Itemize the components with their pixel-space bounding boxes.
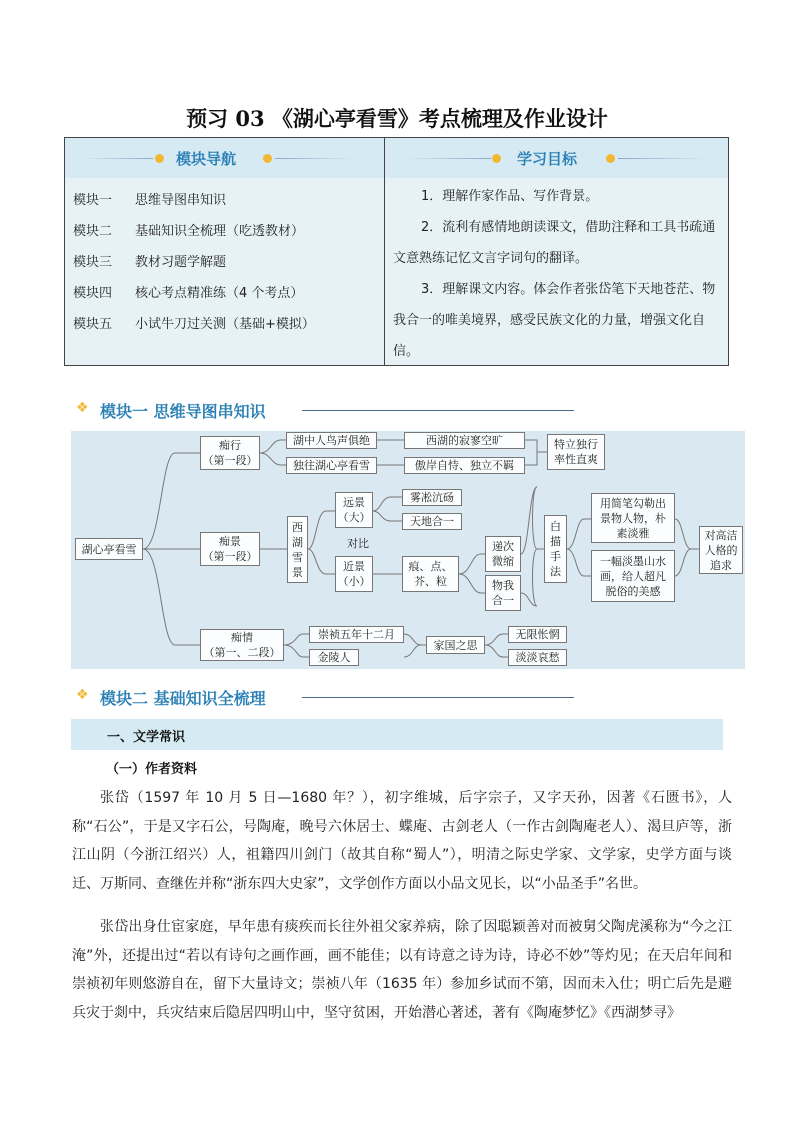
node: 独往湖心亭看雪 bbox=[286, 457, 377, 474]
node-chi-qing: 痴情 （第一、二段） bbox=[200, 629, 284, 661]
node: 用简笔勾勒出 景物人物，朴 素淡雅 bbox=[591, 493, 675, 543]
nav-item: 模块三 教材习题学解题 bbox=[73, 255, 227, 270]
dot-icon bbox=[263, 154, 272, 163]
section-line bbox=[302, 410, 574, 411]
table-divider bbox=[384, 138, 385, 365]
dot-icon bbox=[606, 154, 615, 163]
paragraph: 张岱出身仕宦家庭，早年患有痰疾而长往外祖父家养病，除了因聪颖善对而被舅父陶虎溪称为“今之江淹”外，还提出过“若以有诗句之画作画，画不能佳；以有诗意之诗为诗，诗必不妙”等灼见；在天启年间和崇祯初年则悠游自在，留下大量诗文；崇祯八年（1635 年）参加乡试而不第，因而未入仕；明亡后先是避兵灾于剡中，兵灾结束后隐居四明山中，坚守贫困，开始潜心著述，著有《陶庵梦忆》《西湖梦寻》 bbox=[72, 919, 732, 1021]
paragraph: 张岱（1597 年 10 月 5 日—1680 年？），初字维城，后字宗子，又字天孙，因著《石匮书》，人称“石公”，于是又字石公，号陶庵，晚号六休居士、蝶庵、古剑老人（一作古剑陶庵老人）、渴旦庐等，浙江山阴（今浙江绍兴）人，祖籍四川剑门（故其自称“蜀人”），明清之际史学家、文学家，史学方面与谈迁、万斯同、查继佐并称“浙东四大史家”，文学创作方面以小品文见长，以“小品圣手”名世。 bbox=[72, 790, 732, 892]
node: 金陵人 bbox=[309, 649, 359, 666]
dot-icon bbox=[155, 154, 164, 163]
header-line bbox=[83, 158, 153, 159]
node: 西 湖 雪 景 bbox=[287, 516, 308, 583]
nav-item: 模块一 思维导图串知识 bbox=[73, 193, 227, 208]
node: 淡淡哀愁 bbox=[508, 649, 567, 666]
goal-item: 2．流利有感情地朗读课文，借助注释和工具书疏通文意熟练记忆文言字词句的翻译。 bbox=[393, 220, 716, 266]
goal-item: 1．理解作家作品、写作背景。 bbox=[421, 189, 599, 204]
goal-heading: 学习目标 bbox=[517, 150, 578, 168]
node: 近景 （小） bbox=[335, 556, 373, 592]
sub-heading: （一）作者资料 bbox=[106, 762, 198, 777]
node: 西湖的寂寥空旷 bbox=[404, 432, 525, 449]
nav-heading: 模块导航 bbox=[176, 150, 237, 168]
node: 家国之思 bbox=[426, 636, 485, 654]
page-title: 预习 03 《湖心亭看雪》考点梳理及作业设计 bbox=[186, 106, 608, 131]
node: 特立独行 率性直爽 bbox=[547, 434, 605, 470]
header-line bbox=[618, 158, 708, 159]
node: 对高洁 人格的 追求 bbox=[699, 526, 743, 574]
nav-item: 模块四 核心考点精准练（4 个考点） bbox=[73, 286, 304, 301]
node: 湖中人鸟声俱绝 bbox=[286, 432, 377, 449]
node: 雾凇沆砀 bbox=[402, 489, 462, 506]
node: 无限怅惘 bbox=[508, 626, 567, 643]
node: 痕、点、 芥、粒 bbox=[402, 556, 459, 592]
node: 傲岸自恃、独立不羁 bbox=[404, 457, 525, 474]
node-chi-jing: 痴景 （第一段） bbox=[200, 532, 260, 566]
node: 一幅淡墨山水 画，给人超凡 脱俗的美感 bbox=[591, 550, 675, 602]
node: 天地合一 bbox=[402, 513, 462, 530]
node-chi-xing: 痴行 （第一段） bbox=[200, 436, 260, 470]
module1-heading: 模块一 思维导图串知识 bbox=[100, 402, 266, 421]
node: 崇祯五年十二月 bbox=[309, 626, 404, 643]
header-line bbox=[405, 158, 491, 159]
mind-map bbox=[71, 431, 745, 669]
node-root: 湖心亭看雪 bbox=[75, 538, 143, 560]
nav-item: 模块二 基础知识全梳理（吃透教材） bbox=[73, 224, 305, 239]
lit-heading: 一、文学常识 bbox=[107, 730, 186, 745]
label-contrast: 对比 bbox=[347, 537, 369, 550]
nav-item: 模块五 小试牛刀过关测（基础+模拟） bbox=[73, 317, 315, 332]
node: 物我 合一 bbox=[485, 575, 521, 611]
dot-icon bbox=[492, 154, 501, 163]
node: 递次 微缩 bbox=[485, 536, 521, 572]
header-line bbox=[275, 158, 355, 159]
nav-goal-table bbox=[64, 137, 729, 366]
goal-item: 3．理解课文内容。体会作者张岱笔下天地苍茫、物我合一的唯美境界，感受民族文化的力量，增强文化自信。 bbox=[393, 282, 716, 359]
node: 远景 （大） bbox=[335, 492, 373, 528]
section-bar bbox=[71, 719, 723, 750]
module2-heading: 模块二 基础知识全梳理 bbox=[100, 689, 266, 708]
section-line bbox=[302, 697, 574, 698]
diamond-icon: ❖ bbox=[76, 687, 89, 703]
diamond-icon: ❖ bbox=[76, 400, 89, 416]
node: 白 描 手 法 bbox=[544, 515, 567, 583]
